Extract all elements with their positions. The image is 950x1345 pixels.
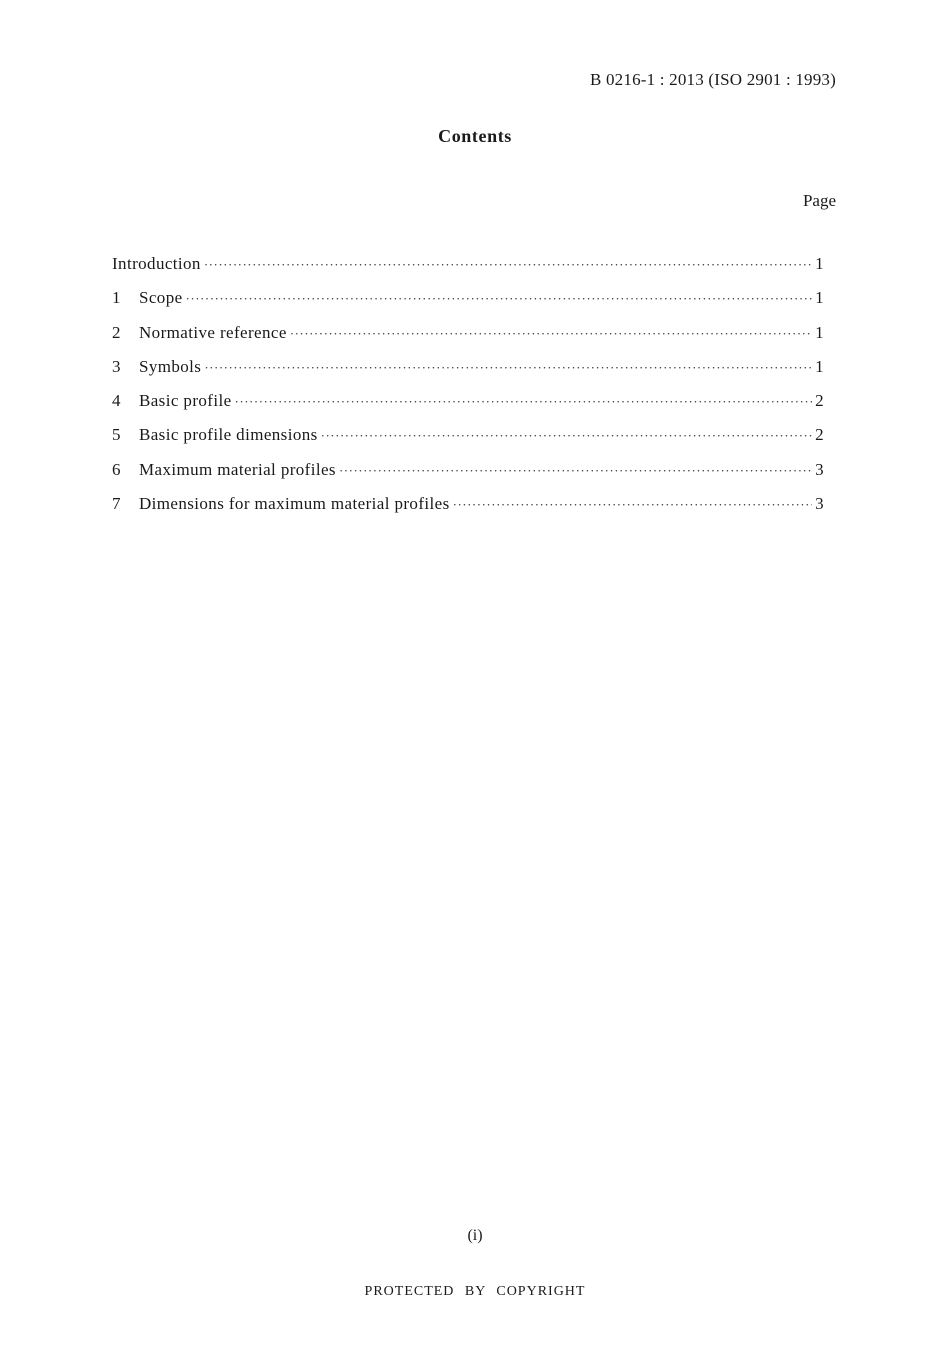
- toc-entry-title: Basic profile dimensions: [139, 425, 318, 445]
- toc-entry-basic-profile[interactable]: [112, 391, 824, 425]
- toc-entry-number: 6: [112, 459, 121, 479]
- toc-entry-page: 1: [815, 356, 824, 376]
- toc-entry-page: 2: [815, 391, 824, 411]
- toc-entry-page: 1: [815, 254, 824, 273]
- toc-entry-page: 2: [815, 425, 824, 445]
- toc-entry-number: 3: [112, 356, 121, 376]
- toc-entry-number: 4: [112, 391, 121, 411]
- toc-entry-title: Symbols: [139, 356, 202, 376]
- toc-entry-title: Scope: [139, 288, 183, 308]
- dot-leader: [339, 463, 812, 479]
- dot-leader: [321, 428, 812, 444]
- toc-entry-basic-profile-dimensions[interactable]: [112, 425, 824, 459]
- toc-entry-dimensions-maximum-material-profiles[interactable]: [112, 494, 824, 528]
- dot-leader: [204, 257, 812, 273]
- toc-entry-maximum-material-profiles[interactable]: [112, 460, 824, 494]
- toc-entry-normative-reference[interactable]: [112, 323, 824, 357]
- toc-entry-number: 5: [112, 425, 121, 445]
- table-of-contents: [112, 254, 824, 528]
- toc-entry-introduction[interactable]: [112, 254, 824, 288]
- toc-entry-title: Basic profile: [139, 391, 232, 411]
- toc-entry-page: 3: [815, 459, 824, 479]
- toc-entry-page: 1: [815, 288, 824, 308]
- dot-leader: [453, 497, 812, 513]
- toc-entry-page: 3: [815, 494, 824, 514]
- copyright-notice: PROTECTED BY COPYRIGHT: [364, 1284, 586, 1299]
- toc-entry-symbols[interactable]: [112, 357, 824, 391]
- toc-entry-number: 2: [112, 322, 121, 342]
- toc-entry-title: Introduction: [112, 254, 201, 273]
- toc-entry-number: 1: [112, 288, 121, 308]
- toc-entry-scope[interactable]: [112, 288, 824, 322]
- dot-leader: [186, 291, 813, 307]
- toc-entry-page: 1: [815, 322, 824, 342]
- toc-entry-title: Normative reference: [139, 322, 287, 342]
- page-column-heading: Page: [802, 191, 836, 210]
- toc-entry-title: Maximum material profiles: [139, 459, 336, 479]
- page-title: Contents: [438, 126, 512, 146]
- toc-entry-number: 7: [112, 494, 121, 514]
- page-number: (i): [467, 1227, 483, 1244]
- dot-leader: [204, 360, 812, 376]
- toc-entry-title: Dimensions for maximum material profiles: [139, 494, 450, 514]
- document-identifier: B 0216-1 : 2013 (ISO 2901 : 1993): [589, 70, 836, 89]
- dot-leader: [290, 326, 812, 342]
- dot-leader: [235, 394, 813, 410]
